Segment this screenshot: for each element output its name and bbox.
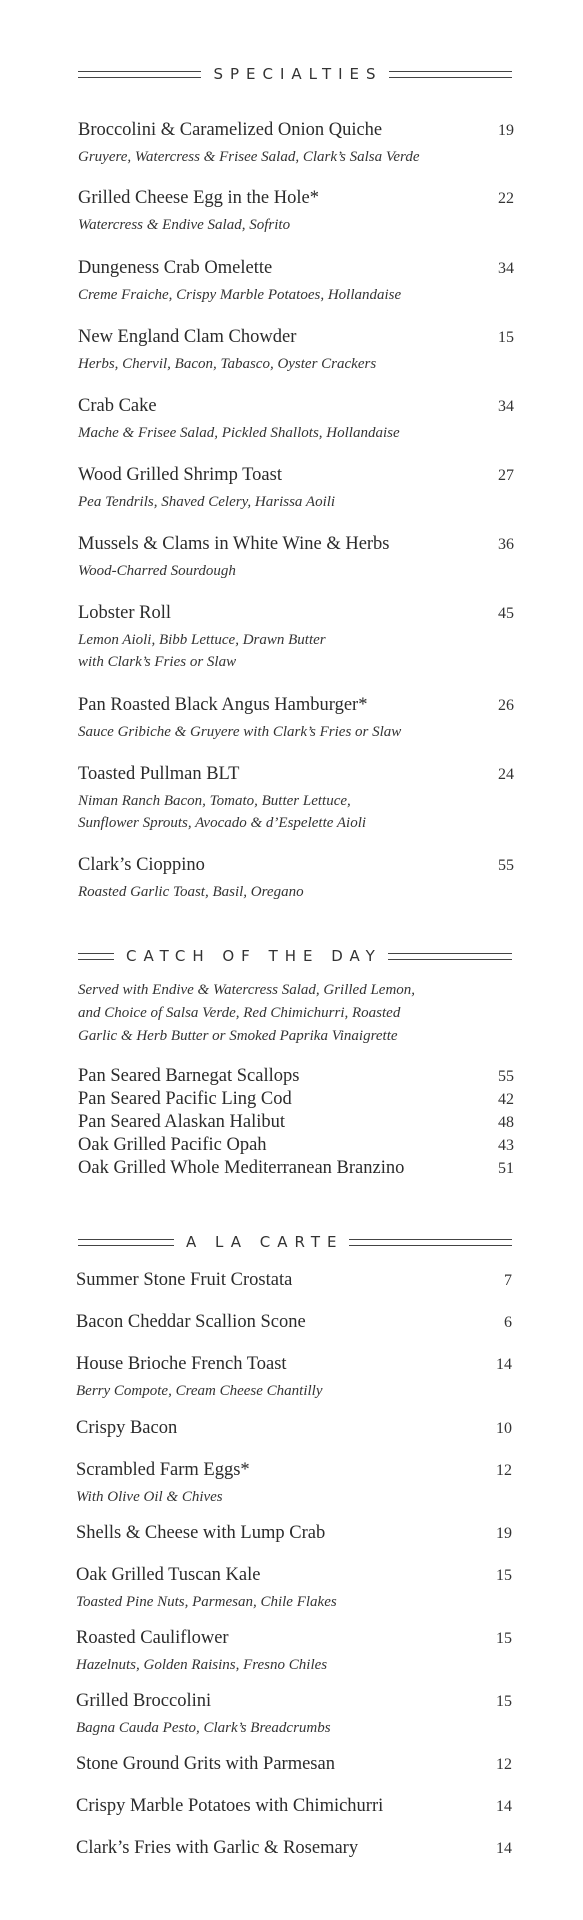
menu-item: [76, 1754, 512, 1775]
item-name: Crispy Marble Potatoes with Chimichurri: [76, 1796, 384, 1816]
catch-item-name: Pan Seared Alaskan Halibut: [78, 1112, 286, 1132]
catch-item-price: 43: [498, 1137, 514, 1154]
item-description: Berry Compote, Cream Cheese Chantilly: [76, 1383, 323, 1399]
item-name: Crab Cake: [78, 396, 157, 416]
item-description-line: with Clark’s Fries or Slaw: [78, 654, 237, 670]
item-description: Wood-Charred Sourdough: [78, 563, 236, 579]
item-price: 7: [504, 1272, 512, 1289]
catch-item: [78, 1135, 514, 1158]
item-price: 24: [498, 766, 514, 783]
item-name: Roasted Cauliflower: [76, 1628, 229, 1648]
menu-item: [78, 855, 514, 903]
menu-item: [78, 327, 514, 375]
specialties-header: [78, 64, 512, 84]
catch-item: [78, 1089, 514, 1112]
item-name: Dungeness Crab Omelette: [78, 258, 273, 278]
item-description: [78, 629, 514, 673]
item-name: Summer Stone Fruit Crostata: [76, 1270, 293, 1290]
item-description: Pea Tendrils, Shaved Celery, Harissa Aoili: [78, 494, 336, 510]
item-description: Herbs, Chervil, Bacon, Tabasco, Oyster Crackers: [78, 356, 377, 372]
item-price: 27: [498, 467, 514, 484]
item-description: Mache & Frisee Salad, Pickled Shallots, Hollandaise: [78, 425, 400, 441]
menu-item: [76, 1691, 512, 1739]
item-description: [78, 790, 514, 834]
catch-item: [78, 1112, 514, 1135]
item-price: 12: [496, 1462, 512, 1479]
header-rule-right: [349, 1239, 512, 1246]
catch-item-name: Oak Grilled Pacific Opah: [78, 1135, 267, 1155]
item-price: 15: [498, 329, 514, 346]
item-price: 34: [498, 260, 514, 277]
menu-item: [78, 603, 514, 673]
item-description: With Olive Oil & Chives: [76, 1489, 223, 1505]
catch-item-name: Oak Grilled Whole Mediterranean Branzino: [78, 1158, 405, 1178]
item-description: Sauce Gribiche & Gruyere with Clark’s Fries or Slaw: [78, 724, 402, 740]
item-price: 26: [498, 697, 514, 714]
item-price: 14: [496, 1840, 512, 1857]
catch-title: CATCH OF THE DAY: [126, 947, 382, 965]
menu-item: [76, 1523, 512, 1544]
menu-item: [78, 695, 514, 743]
item-name: Grilled Broccolini: [76, 1691, 212, 1711]
header-rule-left: [78, 71, 201, 78]
menu-item: [78, 534, 514, 582]
item-name: Stone Ground Grits with Parmesan: [76, 1754, 335, 1774]
item-price: 15: [496, 1630, 512, 1647]
catch-item-price: 55: [498, 1068, 514, 1085]
menu-item: [78, 396, 514, 444]
item-description-line: Sunflower Sprouts, Avocado & d’Espelette Aioli: [78, 815, 367, 831]
menu-item: [76, 1270, 512, 1291]
alacarte-title: A LA CARTE: [186, 1233, 344, 1251]
item-price: 12: [496, 1756, 512, 1773]
item-description: Toasted Pine Nuts, Parmesan, Chile Flakes: [76, 1594, 337, 1610]
item-name: Toasted Pullman BLT: [78, 764, 240, 784]
item-name: Clark’s Cioppino: [78, 855, 205, 875]
item-name: Oak Grilled Tuscan Kale: [76, 1565, 261, 1585]
item-price: 22: [498, 190, 514, 207]
item-name: Bacon Cheddar Scallion Scone: [76, 1312, 306, 1332]
menu-item: [76, 1460, 512, 1508]
item-name: Shells & Cheese with Lump Crab: [76, 1523, 326, 1543]
menu-item: [78, 120, 514, 168]
item-price: 36: [498, 536, 514, 553]
alacarte-header: [78, 1232, 512, 1252]
menu-item: [78, 465, 514, 513]
item-price: 55: [498, 857, 514, 874]
item-price: 15: [496, 1693, 512, 1710]
menu-item: [76, 1565, 512, 1613]
menu-item: [78, 188, 514, 236]
item-description: Creme Fraiche, Crispy Marble Potatoes, Hollandaise: [78, 287, 402, 303]
header-rule-left: [78, 953, 114, 960]
item-name: Mussels & Clams in White Wine & Herbs: [78, 534, 390, 554]
item-description-line: Niman Ranch Bacon, Tomato, Butter Lettuce,: [78, 793, 351, 809]
catch-item: [78, 1158, 514, 1181]
catch-list: [78, 1066, 514, 1181]
catch-item: [78, 1066, 514, 1089]
menu-item: [76, 1628, 512, 1676]
menu-item: [76, 1838, 512, 1859]
item-description: Roasted Garlic Toast, Basil, Oregano: [78, 884, 304, 900]
catch-header: [78, 946, 512, 966]
item-name: Crispy Bacon: [76, 1418, 178, 1438]
item-price: 15: [496, 1567, 512, 1584]
item-price: 6: [504, 1314, 512, 1331]
item-name: New England Clam Chowder: [78, 327, 297, 347]
specialties-title: SPECIALTIES: [213, 65, 383, 83]
item-price: 14: [496, 1798, 512, 1815]
item-description: Hazelnuts, Golden Raisins, Fresno Chiles: [76, 1657, 328, 1673]
catch-item-price: 42: [498, 1091, 514, 1108]
header-rule-right: [389, 71, 512, 78]
item-name: Grilled Cheese Egg in the Hole*: [78, 188, 319, 208]
item-price: 10: [496, 1420, 512, 1437]
header-rule-left: [78, 1239, 174, 1246]
catch-item-price: 51: [498, 1160, 514, 1177]
item-name: Broccolini & Caramelized Onion Quiche: [78, 120, 383, 140]
item-description-line: Lemon Aioli, Bibb Lettuce, Drawn Butter: [78, 632, 326, 648]
item-price: 14: [496, 1356, 512, 1373]
item-name: Scrambled Farm Eggs*: [76, 1460, 250, 1480]
item-price: 19: [498, 122, 514, 139]
catch-intro-line: Garlic & Herb Butter or Smoked Paprika Vinaigrette: [78, 1028, 398, 1044]
catch-item-price: 48: [498, 1114, 514, 1131]
item-name: Pan Roasted Black Angus Hamburger*: [78, 695, 368, 715]
item-name: House Brioche French Toast: [76, 1354, 287, 1374]
menu-item: [78, 764, 514, 834]
header-rule-right: [388, 953, 512, 960]
catch-item-name: Pan Seared Barnegat Scallops: [78, 1066, 300, 1086]
item-price: 19: [496, 1525, 512, 1542]
catch-intro-line: Served with Endive & Watercress Salad, Grilled Lemon,: [78, 982, 416, 998]
menu-item: [76, 1796, 512, 1817]
item-description: Bagna Cauda Pesto, Clark’s Breadcrumbs: [76, 1720, 331, 1736]
item-name: Lobster Roll: [78, 603, 172, 623]
menu-item: [78, 258, 514, 306]
item-name: Clark’s Fries with Garlic & Rosemary: [76, 1838, 359, 1858]
menu-item: [76, 1354, 512, 1402]
item-price: 45: [498, 605, 514, 622]
item-name: Wood Grilled Shrimp Toast: [78, 465, 282, 485]
catch-intro: [78, 979, 518, 1048]
menu-item: [76, 1312, 512, 1333]
menu-item: [76, 1418, 512, 1439]
catch-item-name: Pan Seared Pacific Ling Cod: [78, 1089, 292, 1109]
item-description: Watercress & Endive Salad, Sofrito: [78, 217, 291, 233]
item-description: Gruyere, Watercress & Frisee Salad, Clark’s Salsa Verde: [78, 149, 420, 165]
item-price: 34: [498, 398, 514, 415]
catch-intro-line: and Choice of Salsa Verde, Red Chimichurri, Roasted: [78, 1005, 401, 1021]
